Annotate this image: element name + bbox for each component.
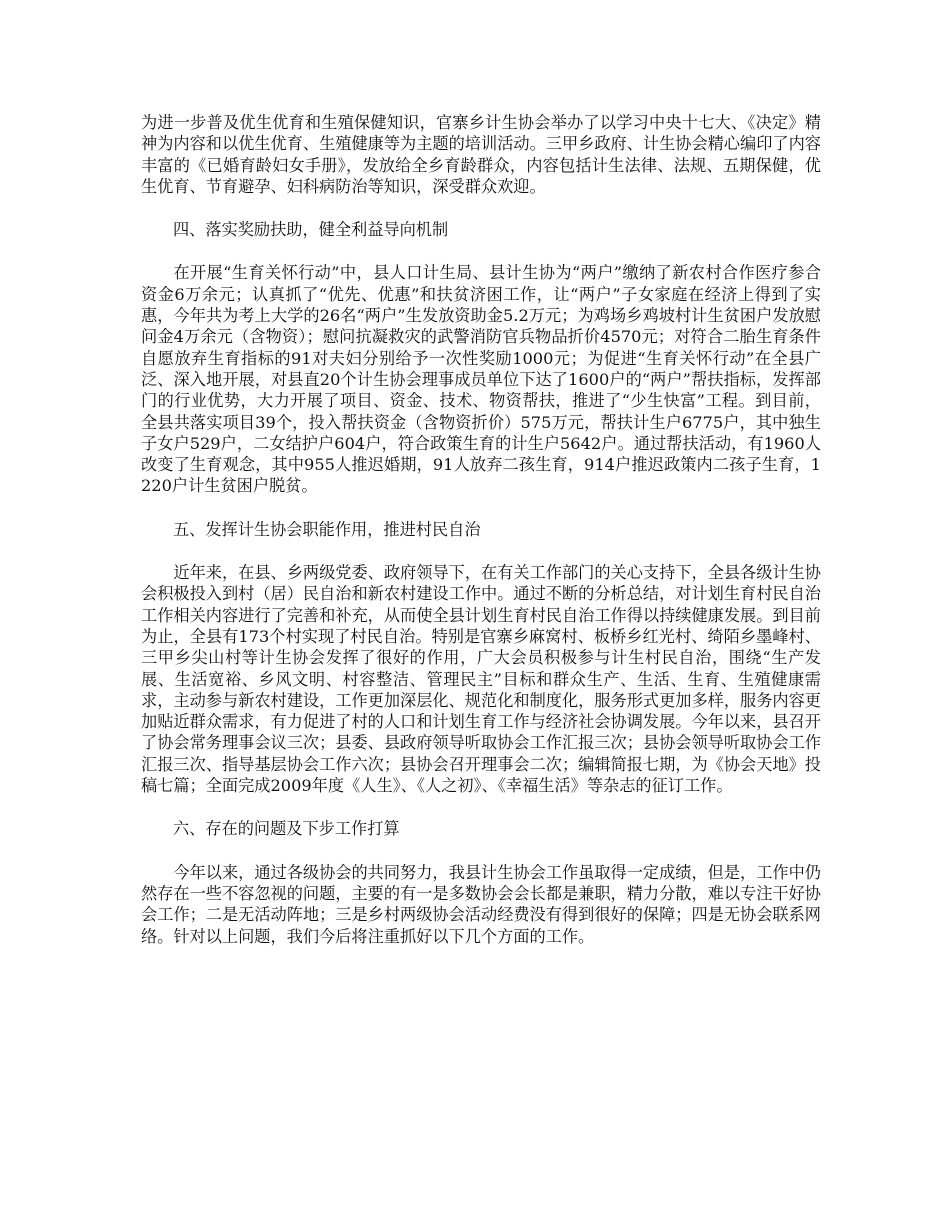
paragraph-training: 为进一步普及优生优育和生殖保健知识，官寨乡计生协会举办了以学习中央十七大、《决定》精神为内容和以优生优育、生殖健康等为主题的培训活动。三甲乡政府、计生协会精心编印了内容丰富的《已婚育龄妇女手册》，发放给全乡育龄群众，内容包括计生法律、法规、五期保健，优生优育、节育避孕、妇科病防治等知识，深受群众欢迎。 xyxy=(141,113,821,196)
document-page xyxy=(141,112,821,947)
section-heading-6: 六、存在的问题及下步工作打算 xyxy=(173,819,400,839)
section-heading-5: 五、发挥计生协会职能作用，推进村民自治 xyxy=(173,519,481,539)
section-heading-4: 四、落实奖励扶助，健全利益导向机制 xyxy=(173,220,449,240)
paragraph-problems: 今年以来，通过各级协会的共同努力，我县计生协会工作虽取得一定成绩，但是，工作中仍然存在一些不容忽视的问题，主要的有一是多数协会会长都是兼职，精力分散，难以专注干好协会工作；二是无活动阵地；三是乡村两级协会活动经费没有得到很好的保障；四是无协会联系网络。针对以上问题，我们今后将注重抓好以下几个方面的工作。 xyxy=(141,862,821,946)
paragraph-rewards: 在开展“生育关怀行动”中，县人口计生局、县计生协为“两户”缴纳了新农村合作医疗参合资金6万余元；认真抓了“优先、优惠”和扶贫济困工作，让“两户”子女家庭在经济上得到了实惠，今年共为考上大学的26名“两户”生发放资助金5.2万元；为鸡场乡鸡坡村计生贫困户发放慰问金4万余元（含物资）；慰问抗凝救灾的武警消防官兵物品折价4570元；对符合二胎生育条件自愿放弃生育指标的91对夫妇分别给予一次性奖励1000元；为促进“生育关怀行动”在全县广泛、深入地开展，对县直20个计生协会理事成员单位下达了1600户的“两户”帮扶指标，发挥部门的行业优势，大力开展了项目、资金、技术、物资帮扶，推进了“少生快富”工程。到目前，全县共落实项目39个，投入帮扶资金（含物资折价）575万元，帮扶计生户6775户，其中独生子女户529户，二女结护户604户，符合政策生育的计生户5642户。通过帮扶活动，有1960人改变了生育观念，其中955人推迟婚期，91人放弃二孩生育，914户推迟政策内二孩子生育，1220户计生贫困户脱贫。 xyxy=(141,263,821,496)
paragraph-village-autonomy: 近年来，在县、乡两级党委、政府领导下，在有关工作部门的关心支持下，全县各级计生协会积极投入到村（居）民自治和新农村建设工作中。通过不断的分析总结，对计划生育村民自治工作相关内容进行了完善和补充，从而使全县计划生育村民自治工作得以持续健康发展。到目前为止，全县有173个村实现了村民自治。特别是官寨乡麻窝村、板桥乡红光村、绮陌乡墨峰村、三甲乡尖山村等计生协会发挥了很好的作用，广大会员积极参与计生村民自治，围绕“生产发展、生活宽裕、乡风文明、村容整洁、管理民主”目标和群众生产、生活、生育、生殖健康需求，主动参与新农村建设，工作更加深层化、规范化和制度化，服务形式更加多样，服务内容更加贴近群众需求，有力促进了村的人口和计划生育工作与经济社会协调发展。今年以来，县召开了协会常务理事会议三次；县委、县政府领导听取协会工作汇报三次；县协会领导听取协会工作汇报三次、指导基层协会工作六次；县协会召开理事会二次；编辑简报七期，为《协会天地》投稿七篇；全面完成2009年度《人生》、《人之初》、《幸福生活》等杂志的征订工作。 xyxy=(141,563,821,796)
